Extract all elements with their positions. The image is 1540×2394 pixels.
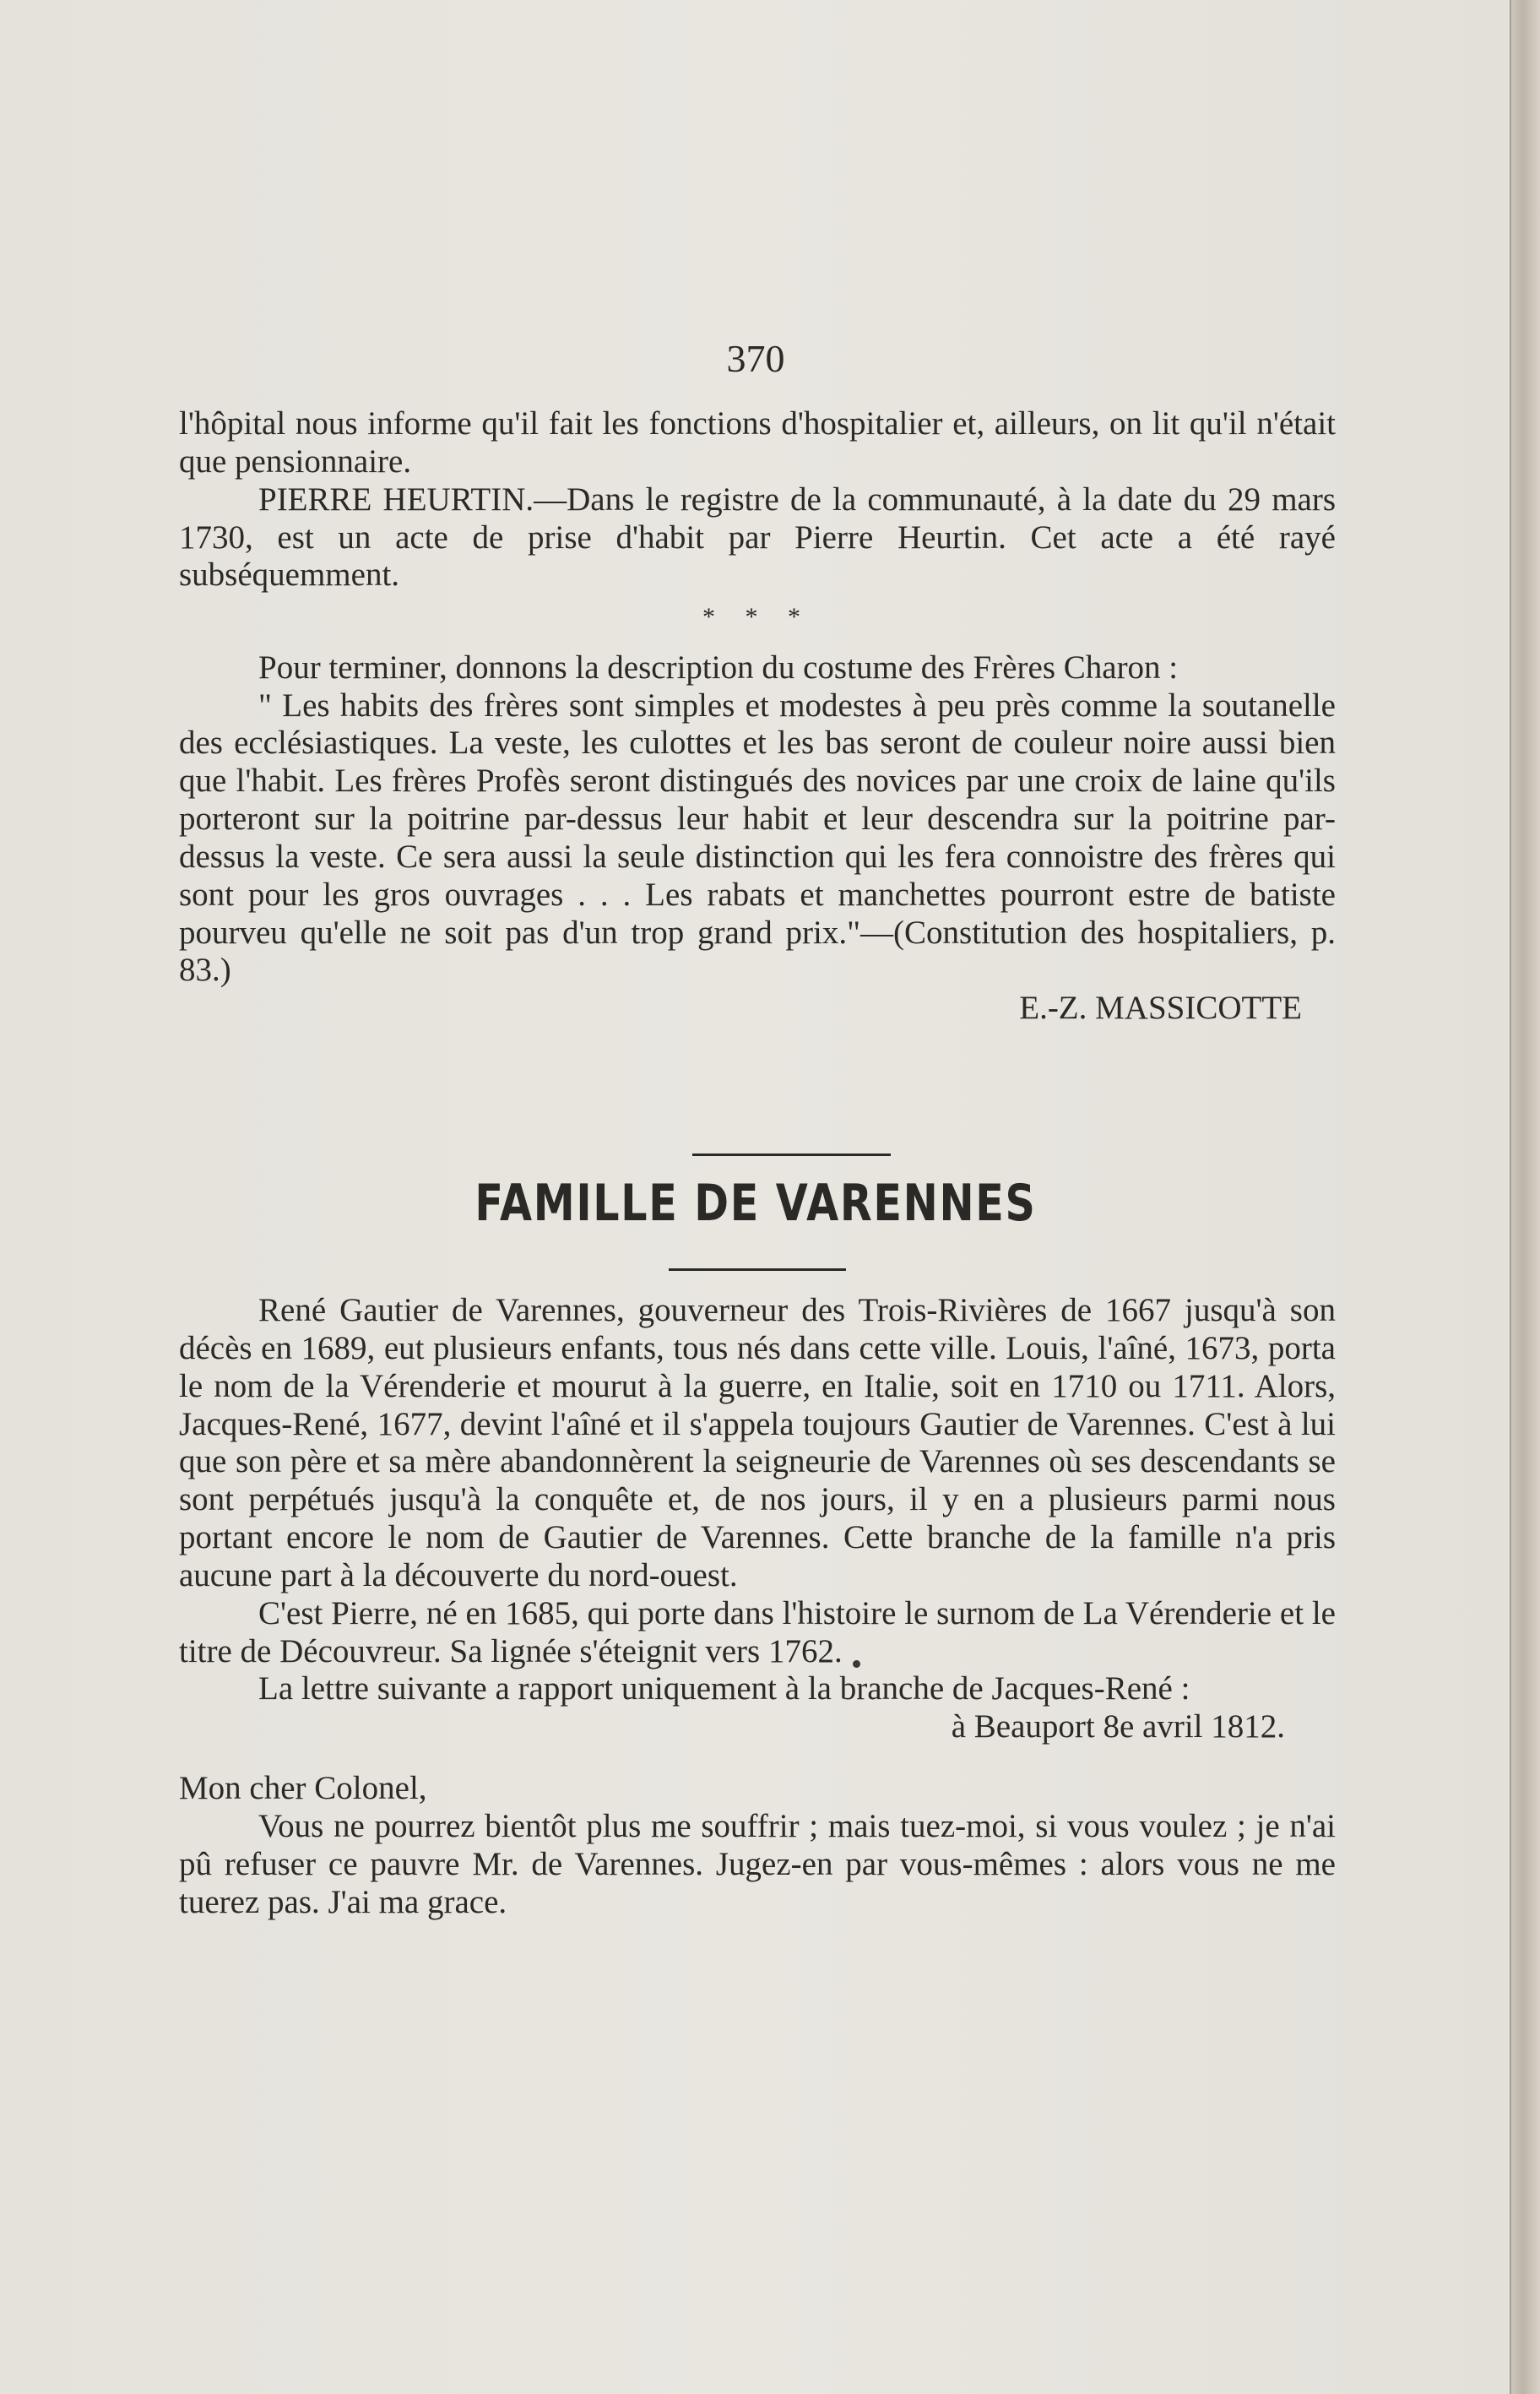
section-separator: * * *	[702, 603, 812, 632]
title-rule-top	[692, 1154, 891, 1156]
article-title: FAMILLE DE VARENNES	[474, 1174, 1037, 1233]
letter-salutation: Mon cher Colonel,	[179, 1770, 427, 1807]
costume-quote: " Les habits des frères sont simples et modestes à peu près comme la soutanelle des ecclésiastiques. La veste, les culottes et les bas seront de couleur noire aussi bien que l'habit. Les frères Profès seront distingués des novices par une croix de laine qu'ils porteront sur la poitrine par-dessus leur habit et leur descendra sur la poitrine par-dessus la veste. Ce sera aussi la seule distinction qui les fera connoistre des frères qui sont pour les gros ouvrages . . . Les rabats et manchettes pourront estre de batiste pourveu qu'elle ne soit pas d'un trop grand prix."—(Constitution des hospitaliers, p. 83.)	[179, 687, 1336, 989]
letter-dateline: à Beauport 8e avril 1812.	[951, 1708, 1285, 1745]
article-paragraph-3: La lettre suivante a rapport uniquement à la branche de Jacques-René :	[258, 1670, 1190, 1707]
book-page-edge	[1510, 0, 1540, 2394]
heurtin-paragraph: PIERRE HEURTIN.—Dans le registre de la communauté, à la date du 29 mars 1730, est un acte de prise d'habit par Pierre Heurtin. Cet acte a été rayé subséquemment.	[179, 480, 1336, 594]
continuation-section	[179, 405, 1336, 1028]
page-number: 370	[726, 337, 785, 380]
costume-intro: Pour terminer, donnons la description du costume des Frères Charon :	[258, 649, 1179, 686]
title-rule-bottom	[669, 1268, 846, 1271]
article-section	[179, 1292, 1336, 1922]
ink-spot	[853, 1660, 860, 1668]
author-signature: E.-Z. MASSICOTTE	[1019, 990, 1302, 1027]
article-paragraph-1: René Gautier de Varennes, gouverneur des Trois-Rivières de 1667 jusqu'à son décès en 1689, eut plusieurs enfants, tous nés dans cette ville. Louis, l'aîné, 1673, porta le nom de la Vérenderie et mourut à la guerre, en Italie, soit en 1710 ou 1711. Alors, Jacques-René, 1677, devint l'aîné et il s'appela toujours Gautier de Varennes. C'est à lui que son père et sa mère abandonnèrent la seigneurie de Varennes où ses descendants se sont perpétués jusqu'à la conquête et, de nos jours, il y en a plusieurs parmi nous portant encore le nom de Gautier de Varennes. Cette branche de la famille n'a pris aucune part à la découverte du nord-ouest.	[179, 1292, 1336, 1593]
letter-body: Vous ne pourrez bientôt plus me souffrir ; mais tuez-moi, si vous voulez ; je n'ai pû refuser ce pauvre Mr. de Varennes. Jugez-en par vous-mêmes : alors vous ne me tuerez pas. J'ai ma grace.	[179, 1807, 1336, 1920]
hospital-paragraph: l'hôpital nous informe qu'il fait les fonctions d'hospitalier et, ailleurs, on lit qu'il n'était que pensionnaire.	[179, 405, 1336, 480]
article-paragraph-2: C'est Pierre, né en 1685, qui porte dans l'histoire le surnom de La Vérenderie et le titre de Découvreur. Sa lignée s'éteignit vers 1762.	[179, 1594, 1336, 1669]
